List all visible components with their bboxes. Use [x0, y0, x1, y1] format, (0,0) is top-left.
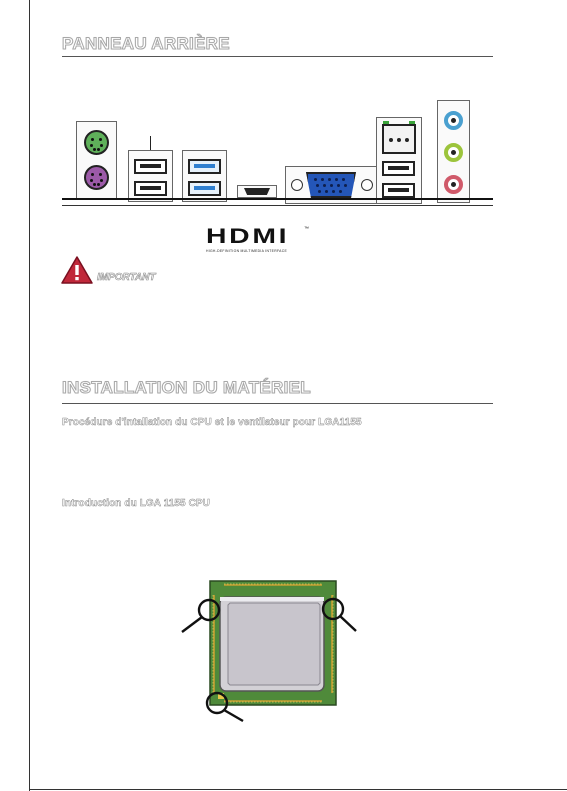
rear-panel-rule — [62, 56, 493, 57]
audio-line-in-jack — [444, 111, 463, 130]
usb2-port-lan-top — [382, 161, 415, 176]
rear-panel-base — [62, 198, 493, 206]
audio-mic-jack — [444, 175, 463, 194]
hdmi-port — [237, 185, 277, 198]
ps2-ports — [76, 121, 117, 199]
usb2-ports — [128, 150, 173, 202]
lga-intro-heading: Introduction du LGA 1155 CPU — [62, 498, 210, 509]
usb3-ports — [182, 150, 227, 202]
ps2-keyboard-port — [84, 130, 109, 155]
install-rule — [62, 403, 493, 404]
audio-ports — [437, 100, 470, 203]
audio-line-out-jack — [444, 143, 463, 162]
usb2-port-bottom — [134, 181, 167, 196]
warning-triangle-icon — [60, 255, 94, 285]
important-label: IMPORTANT — [97, 272, 156, 283]
cpu-illustration — [180, 575, 360, 725]
usb3-port-top — [188, 159, 221, 174]
usb2-port-top — [134, 159, 167, 174]
lan-port — [382, 124, 416, 154]
lan-usb-ports — [376, 117, 422, 204]
rear-panel-title: PANNEAU ARRIÈRE — [62, 34, 230, 53]
hdmi-trademark: ™ — [304, 226, 309, 232]
hdmi-wordmark: HDMI — [206, 225, 290, 248]
usb3-port-bottom — [188, 181, 221, 196]
usb2-port-lan-bottom — [382, 183, 415, 198]
page-margin-line — [29, 0, 30, 791]
cpu-fan-procedure-heading: Procédure d'intallation du CPU et le ventilateur pour LGA1155 — [62, 417, 362, 428]
page-bottom-line — [29, 789, 567, 790]
hdmi-logo — [206, 226, 310, 256]
hdmi-tagline: HIGH-DEFINITION MULTIMEDIA INTERFACE — [206, 249, 287, 253]
install-title: INSTALLATION DU MATÉRIEL — [62, 378, 311, 397]
ps2-mouse-port — [84, 165, 109, 190]
